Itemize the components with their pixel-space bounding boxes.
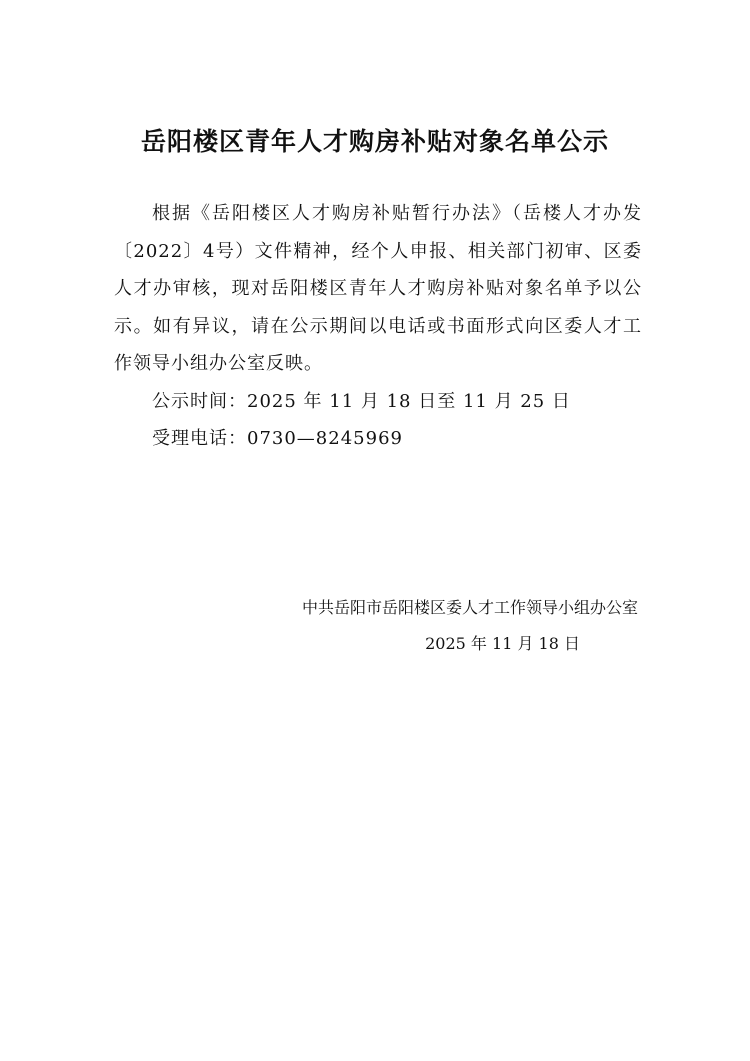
document-title: 岳阳楼区青年人才购房补贴对象名单公示 (140, 127, 609, 156)
document-body (114, 195, 642, 458)
signature-block (302, 590, 638, 662)
issue-date: 2025 年 11 月 18 日 (425, 634, 580, 653)
notice-paragraph: 根据《岳阳楼区人才购房补贴暂行办法》（岳楼人才办发〔2022〕4号）文件精神，经个人申报、相关部门初审、区委人才办审核，现对岳阳楼区青年人才购房补贴对象名单予以公示。如有异议，请在公示期间以电话或书面形式向区委人才工作领导小组办公室反映。 (114, 203, 642, 374)
issuer-name: 中共岳阳市岳阳楼区委人才工作领导小组办公室 (301, 598, 638, 617)
publicity-period-line: 公示时间：2025 年 11 月 18 日至 11 月 25 日 (152, 390, 571, 412)
contact-phone-line: 受理电话：0730—8245969 (152, 428, 403, 449)
